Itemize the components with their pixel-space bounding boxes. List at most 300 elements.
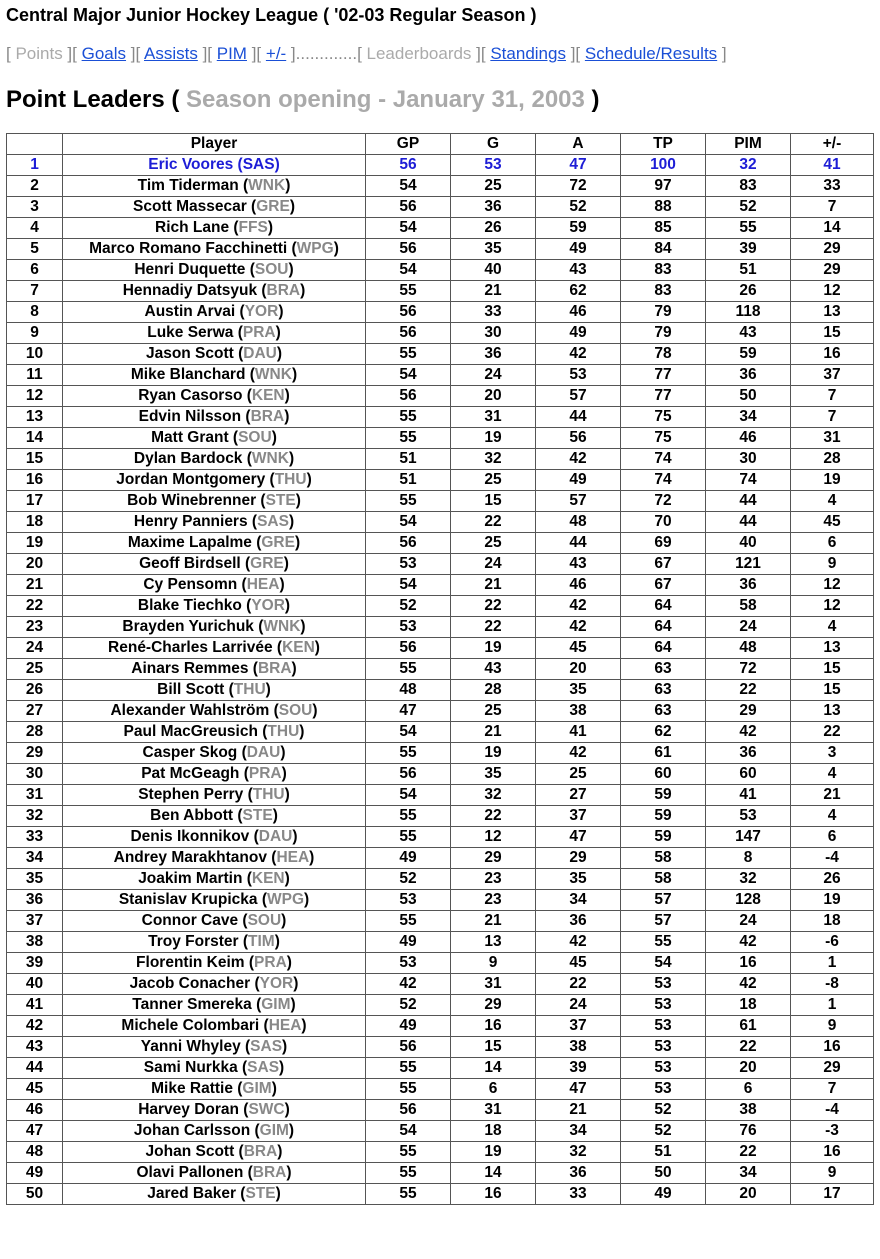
player-cell: Edvin Nilsson (BRA) bbox=[63, 407, 366, 428]
points-cell: 79 bbox=[621, 302, 706, 323]
gp-cell: 56 bbox=[366, 533, 451, 554]
nav-standings-link[interactable]: Standings bbox=[490, 44, 566, 63]
plusminus-cell: 12 bbox=[791, 575, 874, 596]
pim-cell: 26 bbox=[706, 281, 791, 302]
goals-cell: 21 bbox=[451, 281, 536, 302]
player-cell: Henri Duquette (SOU) bbox=[63, 260, 366, 281]
player-name: Florentin Keim bbox=[136, 954, 245, 971]
points-cell: 62 bbox=[621, 722, 706, 743]
rank-cell: 47 bbox=[7, 1121, 63, 1142]
plusminus-cell: 9 bbox=[791, 554, 874, 575]
assists-cell: 49 bbox=[536, 323, 621, 344]
goals-cell: 40 bbox=[451, 260, 536, 281]
player-name: Luke Serwa bbox=[147, 324, 234, 341]
player-name: Ben Abbott bbox=[150, 807, 234, 824]
table-row bbox=[7, 197, 874, 218]
plusminus-cell: 16 bbox=[791, 1037, 874, 1058]
points-cell: 69 bbox=[621, 533, 706, 554]
nav-dots: ............. bbox=[295, 44, 358, 63]
points-cell: 67 bbox=[621, 575, 706, 596]
gp-cell: 52 bbox=[366, 869, 451, 890]
plusminus-cell: 9 bbox=[791, 1163, 874, 1184]
pim-cell: 53 bbox=[706, 806, 791, 827]
goals-cell: 9 bbox=[451, 953, 536, 974]
player-name: Stanislav Krupicka bbox=[118, 891, 258, 908]
rank-cell: 30 bbox=[7, 764, 63, 785]
table-row bbox=[7, 533, 874, 554]
points-cell: 63 bbox=[621, 659, 706, 680]
pim-cell: 39 bbox=[706, 239, 791, 260]
gp-cell: 53 bbox=[366, 890, 451, 911]
plusminus-cell: 19 bbox=[791, 890, 874, 911]
plusminus-cell: 13 bbox=[791, 638, 874, 659]
player-cell: Andrey Marakhtanov (HEA) bbox=[63, 848, 366, 869]
table-row bbox=[7, 1058, 874, 1079]
player-team: KEN bbox=[282, 639, 315, 656]
pim-cell: 32 bbox=[706, 869, 791, 890]
player-name: Harvey Doran bbox=[138, 1101, 239, 1118]
assists-cell: 45 bbox=[536, 638, 621, 659]
rank-cell: 12 bbox=[7, 386, 63, 407]
player-cell: Austin Arvai (YOR) bbox=[63, 302, 366, 323]
points-cell: 51 bbox=[621, 1142, 706, 1163]
player-cell: Rich Lane (FFS) bbox=[63, 218, 366, 239]
plusminus-cell: 15 bbox=[791, 680, 874, 701]
plusminus-cell: 29 bbox=[791, 239, 874, 260]
pim-cell: 43 bbox=[706, 323, 791, 344]
rank-cell: 32 bbox=[7, 806, 63, 827]
points-cell: 52 bbox=[621, 1121, 706, 1142]
table-row bbox=[7, 1016, 874, 1037]
nav-separator: ][ bbox=[246, 44, 266, 63]
player-team: GIM bbox=[259, 1122, 289, 1139]
col-pim-header: PIM bbox=[706, 134, 791, 155]
stats-nav bbox=[6, 44, 727, 64]
pim-cell: 50 bbox=[706, 386, 791, 407]
table-row bbox=[7, 722, 874, 743]
pim-cell: 51 bbox=[706, 260, 791, 281]
points-cell: 59 bbox=[621, 806, 706, 827]
player-cell: Sami Nurkka (SAS) bbox=[63, 1058, 366, 1079]
table-row bbox=[7, 575, 874, 596]
gp-cell: 54 bbox=[366, 365, 451, 386]
assists-cell: 33 bbox=[536, 1184, 621, 1205]
table-row bbox=[7, 1121, 874, 1142]
rank-cell: 25 bbox=[7, 659, 63, 680]
rank-cell: 45 bbox=[7, 1079, 63, 1100]
table-row bbox=[7, 785, 874, 806]
points-cell: 77 bbox=[621, 365, 706, 386]
goals-cell: 21 bbox=[451, 722, 536, 743]
nav-pim-link[interactable]: PIM bbox=[216, 44, 247, 63]
pim-cell: 22 bbox=[706, 1142, 791, 1163]
player-name: Jared Baker bbox=[147, 1185, 236, 1202]
points-cell: 53 bbox=[621, 1058, 706, 1079]
assists-cell: 27 bbox=[536, 785, 621, 806]
points-cell: 54 bbox=[621, 953, 706, 974]
gp-cell: 55 bbox=[366, 743, 451, 764]
plusminus-cell: 4 bbox=[791, 806, 874, 827]
assists-cell: 53 bbox=[536, 365, 621, 386]
player-team: TIM bbox=[248, 933, 275, 950]
gp-cell: 54 bbox=[366, 722, 451, 743]
player-cell: Michele Colombari (HEA) bbox=[63, 1016, 366, 1037]
table-row bbox=[7, 890, 874, 911]
player-name: Johan Carlsson bbox=[133, 1122, 251, 1139]
player-cell: Stephen Perry (THU) bbox=[63, 785, 366, 806]
rank-cell: 7 bbox=[7, 281, 63, 302]
player-cell: Maxime Lapalme (GRE) bbox=[63, 533, 366, 554]
table-row bbox=[7, 323, 874, 344]
player-team: SOU bbox=[238, 429, 272, 446]
goals-cell: 13 bbox=[451, 932, 536, 953]
goals-cell: 15 bbox=[451, 491, 536, 512]
gp-cell: 47 bbox=[366, 701, 451, 722]
rank-cell: 8 bbox=[7, 302, 63, 323]
player-cell: Geoff Birdsell (GRE) bbox=[63, 554, 366, 575]
points-cell: 55 bbox=[621, 932, 706, 953]
player-cell: Brayden Yurichuk (WNK) bbox=[63, 617, 366, 638]
player-name: Casper Skog bbox=[142, 744, 238, 761]
points-cell: 74 bbox=[621, 449, 706, 470]
plusminus-cell: 13 bbox=[791, 701, 874, 722]
gp-cell: 49 bbox=[366, 932, 451, 953]
plusminus-cell: 37 bbox=[791, 365, 874, 386]
points-cell: 84 bbox=[621, 239, 706, 260]
goals-cell: 35 bbox=[451, 239, 536, 260]
goals-cell: 26 bbox=[451, 218, 536, 239]
plusminus-cell: 21 bbox=[791, 785, 874, 806]
table-row bbox=[7, 995, 874, 1016]
points-cell: 100 bbox=[621, 155, 706, 176]
pim-cell: 24 bbox=[706, 911, 791, 932]
gp-cell: 55 bbox=[366, 827, 451, 848]
goals-cell: 22 bbox=[451, 806, 536, 827]
col-player-header: Player bbox=[63, 134, 366, 155]
table-row bbox=[7, 281, 874, 302]
player-cell: Pat McGeagh (PRA) bbox=[63, 764, 366, 785]
player-cell: Troy Forster (TIM) bbox=[63, 932, 366, 953]
rank-cell: 6 bbox=[7, 260, 63, 281]
rank-cell: 15 bbox=[7, 449, 63, 470]
rank-cell: 29 bbox=[7, 743, 63, 764]
player-team: WNK bbox=[263, 618, 301, 635]
nav-separator: ][ bbox=[62, 44, 82, 63]
gp-cell: 55 bbox=[366, 1142, 451, 1163]
player-cell: Bob Winebrenner (STE) bbox=[63, 491, 366, 512]
gp-cell: 52 bbox=[366, 596, 451, 617]
pim-cell: 36 bbox=[706, 575, 791, 596]
player-name: Jason Scott bbox=[145, 345, 234, 362]
rank-cell: 14 bbox=[7, 428, 63, 449]
pim-cell: 16 bbox=[706, 953, 791, 974]
player-cell: Marco Romano Facchinetti (WPG) bbox=[63, 239, 366, 260]
player-team: DAU bbox=[258, 828, 293, 845]
rank-cell: 5 bbox=[7, 239, 63, 260]
assists-cell: 43 bbox=[536, 554, 621, 575]
assists-cell: 46 bbox=[536, 575, 621, 596]
goals-cell: 36 bbox=[451, 197, 536, 218]
player-team: GIM bbox=[261, 996, 291, 1013]
player-name: Connor Cave bbox=[141, 912, 239, 929]
player-cell: Casper Skog (DAU) bbox=[63, 743, 366, 764]
plusminus-cell: -8 bbox=[791, 974, 874, 995]
plusminus-cell: 17 bbox=[791, 1184, 874, 1205]
points-cell: 53 bbox=[621, 1037, 706, 1058]
player-team: SAS bbox=[247, 1059, 280, 1076]
gp-cell: 52 bbox=[366, 995, 451, 1016]
table-row bbox=[7, 155, 874, 176]
assists-cell: 42 bbox=[536, 344, 621, 365]
plusminus-cell: 1 bbox=[791, 953, 874, 974]
player-name: Pat McGeagh bbox=[141, 765, 240, 782]
gp-cell: 55 bbox=[366, 1184, 451, 1205]
assists-cell: 37 bbox=[536, 806, 621, 827]
player-name: Geoff Birdsell bbox=[139, 555, 241, 572]
gp-cell: 53 bbox=[366, 554, 451, 575]
player-team: HEA bbox=[246, 576, 280, 593]
gp-cell: 55 bbox=[366, 1058, 451, 1079]
player-team: GRE bbox=[261, 534, 295, 551]
table-row bbox=[7, 869, 874, 890]
player-name: Mike Blanchard bbox=[130, 366, 246, 383]
plusminus-cell: 26 bbox=[791, 869, 874, 890]
table-row bbox=[7, 680, 874, 701]
rank-cell: 16 bbox=[7, 470, 63, 491]
table-row bbox=[7, 932, 874, 953]
player-cell: Olavi Pallonen (BRA) bbox=[63, 1163, 366, 1184]
table-row bbox=[7, 911, 874, 932]
gp-cell: 56 bbox=[366, 764, 451, 785]
assists-cell: 47 bbox=[536, 827, 621, 848]
assists-cell: 29 bbox=[536, 848, 621, 869]
points-cell: 50 bbox=[621, 1163, 706, 1184]
table-row bbox=[7, 1079, 874, 1100]
col-plusminus-header: +/- bbox=[791, 134, 874, 155]
gp-cell: 56 bbox=[366, 302, 451, 323]
points-cell: 75 bbox=[621, 428, 706, 449]
assists-cell: 35 bbox=[536, 680, 621, 701]
rank-cell: 39 bbox=[7, 953, 63, 974]
plusminus-cell: 12 bbox=[791, 281, 874, 302]
goals-cell: 15 bbox=[451, 1037, 536, 1058]
col-tp-header: TP bbox=[621, 134, 706, 155]
player-team: WNK bbox=[248, 177, 286, 194]
plusminus-cell: 14 bbox=[791, 218, 874, 239]
table-row bbox=[7, 470, 874, 491]
player-team: DAU bbox=[246, 744, 281, 761]
player-name: Joakim Martin bbox=[138, 870, 243, 887]
table-row bbox=[7, 1184, 874, 1205]
gp-cell: 48 bbox=[366, 680, 451, 701]
assists-cell: 24 bbox=[536, 995, 621, 1016]
points-cell: 79 bbox=[621, 323, 706, 344]
rank-cell: 33 bbox=[7, 827, 63, 848]
player-name: Jacob Conacher bbox=[129, 975, 251, 992]
goals-cell: 25 bbox=[451, 176, 536, 197]
pim-cell: 34 bbox=[706, 1163, 791, 1184]
assists-cell: 34 bbox=[536, 1121, 621, 1142]
gp-cell: 56 bbox=[366, 155, 451, 176]
nav-goals-link[interactable]: Goals bbox=[81, 44, 127, 63]
goals-cell: 20 bbox=[451, 386, 536, 407]
gp-cell: 54 bbox=[366, 1121, 451, 1142]
points-cell: 67 bbox=[621, 554, 706, 575]
player-name: René-Charles Larrivée bbox=[108, 639, 273, 656]
player-team: THU bbox=[252, 786, 285, 803]
pim-cell: 52 bbox=[706, 197, 791, 218]
assists-cell: 59 bbox=[536, 218, 621, 239]
player-team: WNK bbox=[251, 450, 289, 467]
player-team: BRA bbox=[257, 660, 292, 677]
player-cell: René-Charles Larrivée (KEN) bbox=[63, 638, 366, 659]
gp-cell: 55 bbox=[366, 1163, 451, 1184]
plusminus-cell: 31 bbox=[791, 428, 874, 449]
player-cell: Yanni Whyley (SAS) bbox=[63, 1037, 366, 1058]
player-name: Sami Nurkka bbox=[143, 1059, 238, 1076]
player-cell: Paul MacGreusich (THU) bbox=[63, 722, 366, 743]
player-cell: Blake Tiechko (YOR) bbox=[63, 596, 366, 617]
player-team: HEA bbox=[268, 1017, 302, 1034]
pim-cell: 42 bbox=[706, 932, 791, 953]
assists-cell: 72 bbox=[536, 176, 621, 197]
player-team: GRE bbox=[250, 555, 284, 572]
assists-cell: 42 bbox=[536, 449, 621, 470]
player-cell: Stanislav Krupicka (WPG) bbox=[63, 890, 366, 911]
player-team: THU bbox=[233, 681, 266, 698]
plusminus-cell: 7 bbox=[791, 1079, 874, 1100]
table-row bbox=[7, 764, 874, 785]
gp-cell: 55 bbox=[366, 659, 451, 680]
points-cell: 53 bbox=[621, 1016, 706, 1037]
assists-cell: 22 bbox=[536, 974, 621, 995]
gp-cell: 51 bbox=[366, 470, 451, 491]
gp-cell: 55 bbox=[366, 1079, 451, 1100]
gp-cell: 55 bbox=[366, 281, 451, 302]
rank-cell: 36 bbox=[7, 890, 63, 911]
plusminus-cell: 15 bbox=[791, 323, 874, 344]
plusminus-cell: 29 bbox=[791, 1058, 874, 1079]
points-cell: 61 bbox=[621, 743, 706, 764]
player-team: BRA bbox=[252, 1164, 287, 1181]
player-cell: Ryan Casorso (KEN) bbox=[63, 386, 366, 407]
rank-cell: 13 bbox=[7, 407, 63, 428]
plusminus-cell: 4 bbox=[791, 764, 874, 785]
points-cell: 88 bbox=[621, 197, 706, 218]
points-cell: 57 bbox=[621, 890, 706, 911]
player-cell: Matt Grant (SOU) bbox=[63, 428, 366, 449]
player-name: Scott Massecar bbox=[133, 198, 247, 215]
rank-cell: 10 bbox=[7, 344, 63, 365]
gp-cell: 49 bbox=[366, 848, 451, 869]
table-row bbox=[7, 218, 874, 239]
points-cell: 78 bbox=[621, 344, 706, 365]
pim-cell: 44 bbox=[706, 512, 791, 533]
points-cell: 57 bbox=[621, 911, 706, 932]
pim-cell: 20 bbox=[706, 1184, 791, 1205]
player-cell: Scott Massecar (GRE) bbox=[63, 197, 366, 218]
assists-cell: 47 bbox=[536, 155, 621, 176]
gp-cell: 55 bbox=[366, 911, 451, 932]
gp-cell: 55 bbox=[366, 806, 451, 827]
player-name: Johan Scott bbox=[145, 1143, 235, 1160]
player-cell: Joakim Martin (KEN) bbox=[63, 869, 366, 890]
goals-cell: 24 bbox=[451, 365, 536, 386]
rank-cell: 20 bbox=[7, 554, 63, 575]
nav-assists-link[interactable]: Assists bbox=[144, 44, 198, 63]
player-cell: Denis Ikonnikov (DAU) bbox=[63, 827, 366, 848]
player-name: Cy Pensomn bbox=[143, 576, 238, 593]
player-team: STE bbox=[245, 1185, 276, 1202]
pim-cell: 34 bbox=[706, 407, 791, 428]
player-name: Bill Scott bbox=[157, 681, 225, 698]
nav-schedule-link[interactable]: Schedule/Results bbox=[584, 44, 718, 63]
player-cell: Johan Scott (BRA) bbox=[63, 1142, 366, 1163]
goals-cell: 31 bbox=[451, 1100, 536, 1121]
plusminus-cell: -4 bbox=[791, 1100, 874, 1121]
player-cell: Henry Panniers (SAS) bbox=[63, 512, 366, 533]
points-cell: 59 bbox=[621, 827, 706, 848]
pim-cell: 18 bbox=[706, 995, 791, 1016]
rank-cell: 31 bbox=[7, 785, 63, 806]
gp-cell: 54 bbox=[366, 260, 451, 281]
rank-cell: 17 bbox=[7, 491, 63, 512]
rank-cell: 22 bbox=[7, 596, 63, 617]
rank-cell: 26 bbox=[7, 680, 63, 701]
points-cell: 83 bbox=[621, 281, 706, 302]
rank-cell: 38 bbox=[7, 932, 63, 953]
table-header-row bbox=[7, 134, 874, 155]
player-cell: Dylan Bardock (WNK) bbox=[63, 449, 366, 470]
player-cell: Jason Scott (DAU) bbox=[63, 344, 366, 365]
player-name: Eric Voores bbox=[148, 156, 234, 173]
table-row bbox=[7, 743, 874, 764]
gp-cell: 54 bbox=[366, 218, 451, 239]
goals-cell: 19 bbox=[451, 428, 536, 449]
gp-cell: 56 bbox=[366, 323, 451, 344]
rank-cell: 34 bbox=[7, 848, 63, 869]
col-g-header: G bbox=[451, 134, 536, 155]
pim-cell: 32 bbox=[706, 155, 791, 176]
pim-cell: 22 bbox=[706, 680, 791, 701]
player-name: Hennadiy Datsyuk bbox=[122, 282, 258, 299]
gp-cell: 54 bbox=[366, 512, 451, 533]
points-cell: 85 bbox=[621, 218, 706, 239]
plusminus-cell: -3 bbox=[791, 1121, 874, 1142]
gp-cell: 54 bbox=[366, 575, 451, 596]
table-row bbox=[7, 365, 874, 386]
player-cell: Mike Blanchard (WNK) bbox=[63, 365, 366, 386]
rank-cell: 23 bbox=[7, 617, 63, 638]
player-name: Henry Panniers bbox=[133, 513, 248, 530]
player-team: PRA bbox=[242, 324, 276, 341]
rank-cell: 19 bbox=[7, 533, 63, 554]
nav-plusminus-link[interactable]: +/- bbox=[265, 44, 287, 63]
rank-cell: 2 bbox=[7, 176, 63, 197]
plusminus-cell: 4 bbox=[791, 491, 874, 512]
rank-cell: 41 bbox=[7, 995, 63, 1016]
goals-cell: 23 bbox=[451, 869, 536, 890]
points-cell: 74 bbox=[621, 470, 706, 491]
table-row bbox=[7, 617, 874, 638]
player-team: BRA bbox=[250, 408, 285, 425]
goals-cell: 53 bbox=[451, 155, 536, 176]
goals-cell: 22 bbox=[451, 617, 536, 638]
player-team: DAU bbox=[243, 345, 277, 362]
goals-cell: 6 bbox=[451, 1079, 536, 1100]
player-cell: Tim Tiderman (WNK) bbox=[63, 176, 366, 197]
gp-cell: 55 bbox=[366, 344, 451, 365]
